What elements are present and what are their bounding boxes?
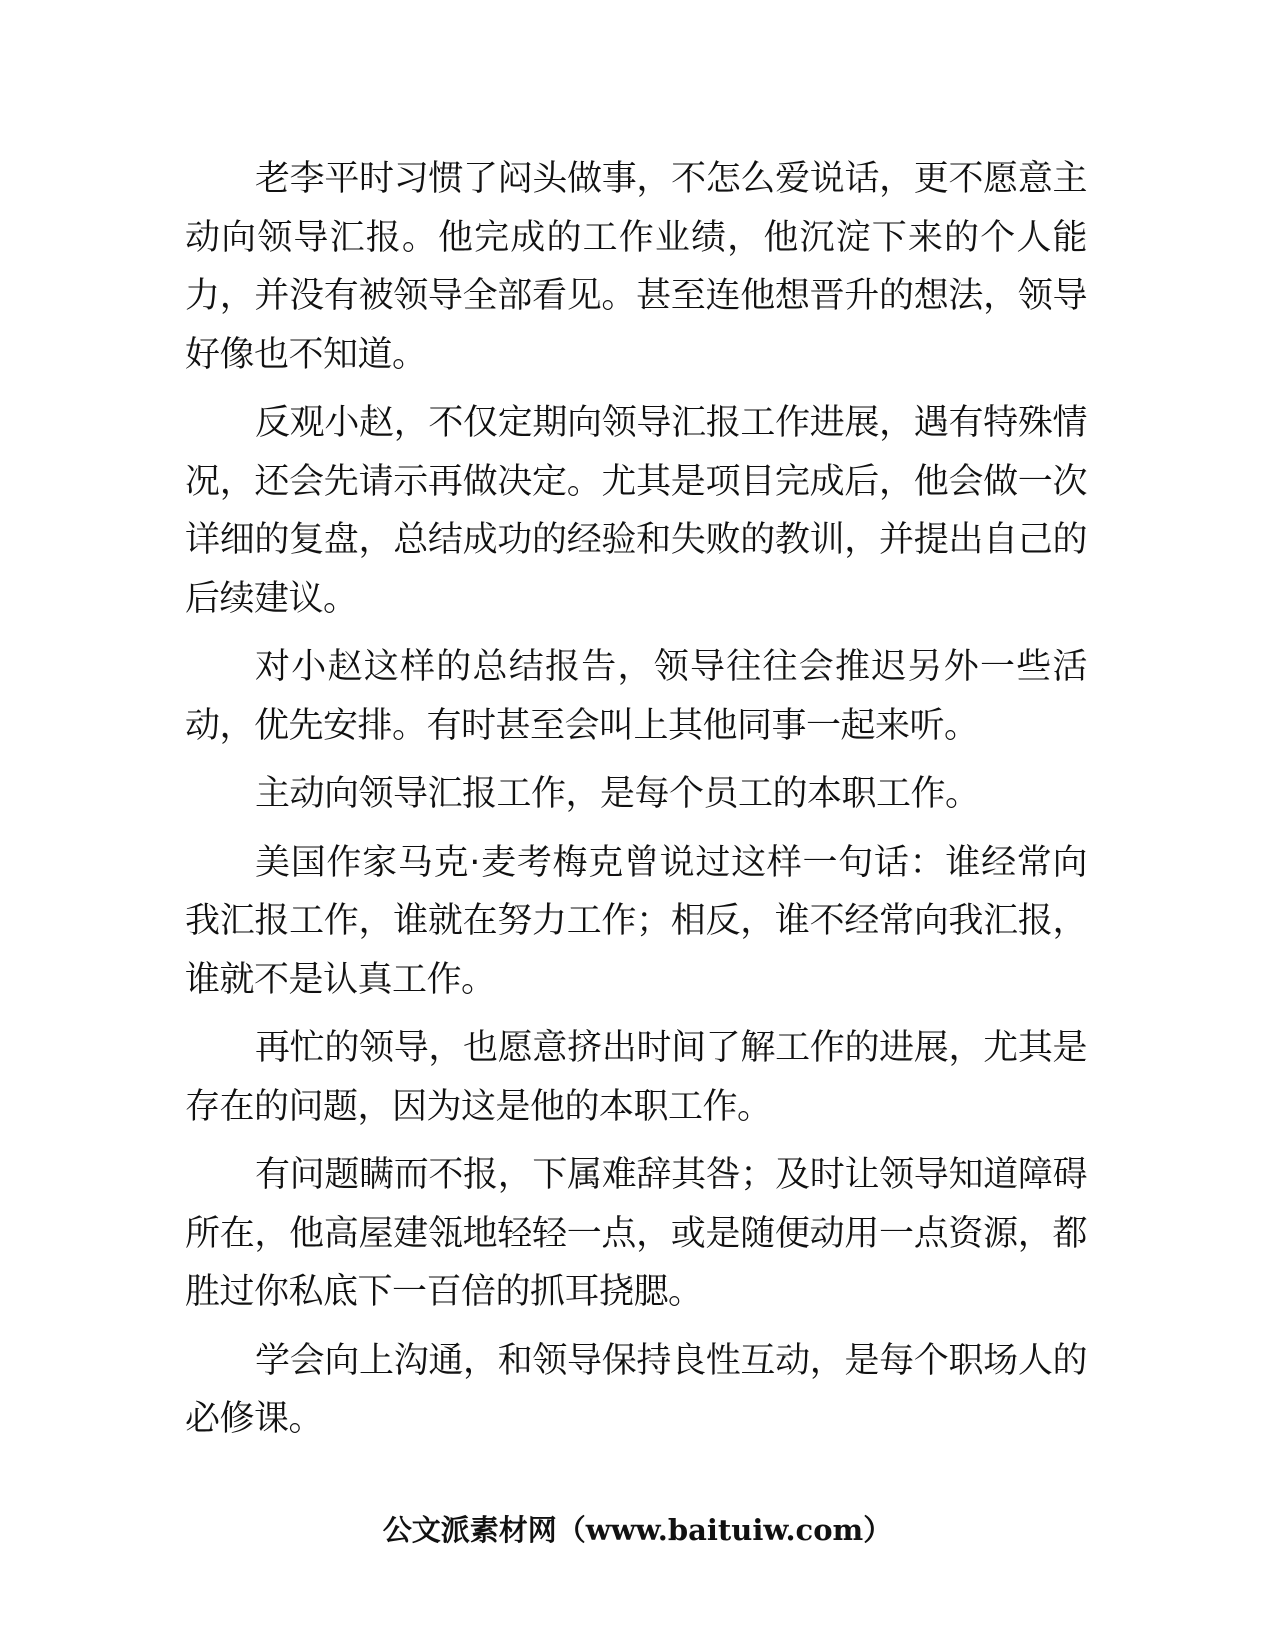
document-body bbox=[185, 150, 1087, 1459]
paragraph-6: 再忙的领导，也愿意挤出时间了解工作的进展，尤其是存在的问题，因为这是他的本职工作。 bbox=[185, 1028, 1087, 1127]
paragraph-2: 反观小赵，不仅定期向领导汇报工作进展，遇有特殊情况，还会先请示再做决定。尤其是项目完成后，他会做一次详细的复盘，总结成功的经验和失败的教训，并提出自己的后续建议。 bbox=[185, 403, 1087, 619]
paragraph-8: 学会向上沟通，和领导保持良性互动，是每个职场人的必修课。 bbox=[185, 1340, 1087, 1439]
page-footer: 公文派素材网（www.baituiw.com） bbox=[382, 1513, 893, 1547]
paragraph-7: 有问题瞒而不报，下属难辞其咎；及时让领导知道障碍所在，他高屋建瓴地轻轻一点，或是随便动用一点资源，都胜过你私底下一百倍的抓耳挠腮。 bbox=[185, 1155, 1087, 1312]
paragraph-3: 对小赵这样的总结报告，领导往往会推迟另外一些活动，优先安排。有时甚至会叫上其他同事一起来听。 bbox=[185, 647, 1087, 746]
paragraph-4: 主动向领导汇报工作，是每个员工的本职工作。 bbox=[255, 774, 980, 814]
paragraph-1: 老李平时习惯了闷头做事，不怎么爱说话，更不愿意主动向领导汇报。他完成的工作业绩，他沉淀下来的个人能力，并没有被领导全部看见。甚至连他想晋升的想法，领导好像也不知道。 bbox=[185, 159, 1087, 375]
paragraph-5: 美国作家马克·麦考梅克曾说过这样一句话：谁经常向我汇报工作，谁就在努力工作；相反，谁不经常向我汇报，谁就不是认真工作。 bbox=[185, 842, 1087, 1000]
